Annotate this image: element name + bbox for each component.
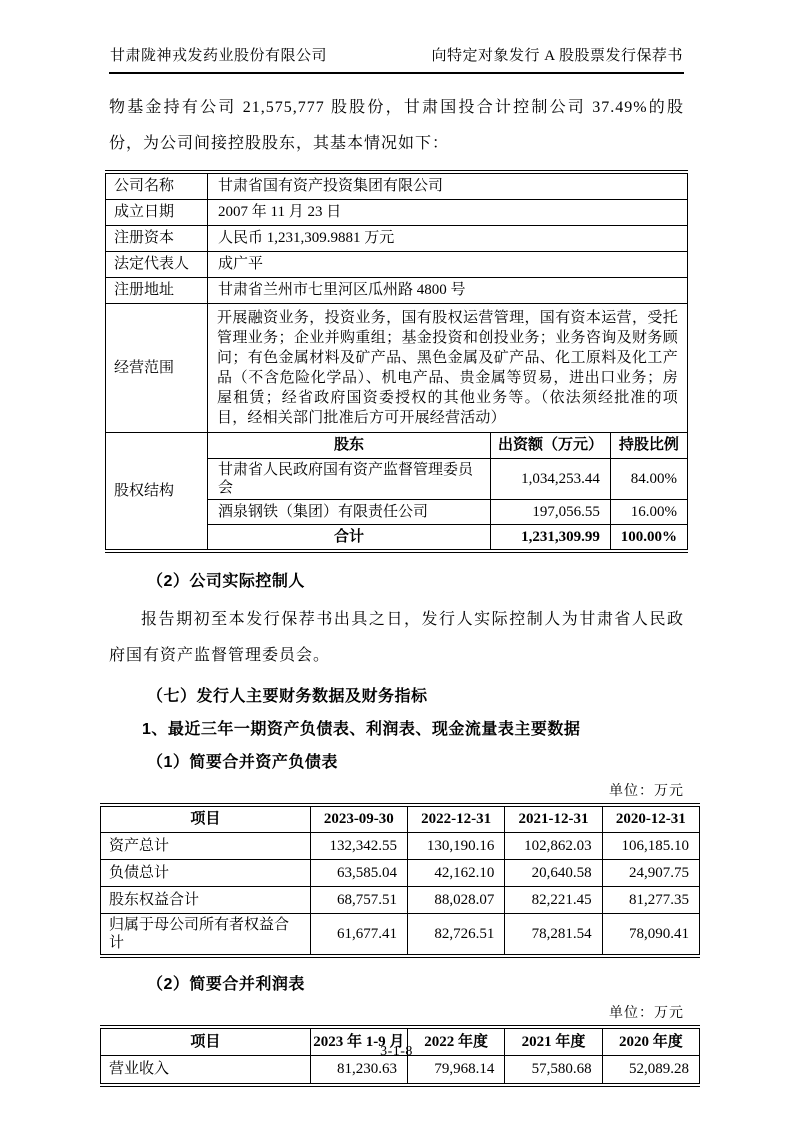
info-label: 注册地址 bbox=[106, 278, 208, 304]
is-col-period: 2021 年度 bbox=[505, 1027, 602, 1056]
bs-value: 81,277.35 bbox=[602, 886, 699, 913]
balance-sheet-row bbox=[101, 859, 700, 886]
bs-item-label: 负债总计 bbox=[101, 859, 311, 886]
bs-col-item: 项目 bbox=[101, 805, 311, 832]
is-value: 57,580.68 bbox=[505, 1056, 602, 1085]
header-company-name: 甘肃陇神戎发药业股份有限公司 bbox=[110, 48, 328, 64]
info-row-equity-structure bbox=[106, 433, 688, 552]
subsection-heading-main-data: 1、最近三年一期资产负债表、利润表、现金流量表主要数据 bbox=[142, 721, 581, 738]
bs-value: 61,677.41 bbox=[310, 913, 407, 956]
info-value: 人民币 1,231,309.9881 万元 bbox=[208, 226, 688, 252]
equity-header-row bbox=[208, 433, 687, 458]
doc-header bbox=[109, 44, 684, 74]
is-item-label: 营业收入 bbox=[101, 1056, 311, 1085]
info-row-legal-representative bbox=[106, 252, 688, 278]
bs-item-label: 股东权益合计 bbox=[101, 886, 311, 913]
info-row-company-name bbox=[106, 172, 688, 200]
shareholder-name: 酒泉钢铁（集团）有限责任公司 bbox=[208, 499, 491, 524]
contribution-amount: 197,056.55 bbox=[491, 499, 611, 524]
equity-col-shareholder: 股东 bbox=[208, 433, 491, 458]
is-col-item: 项目 bbox=[101, 1027, 311, 1056]
is-value: 79,968.14 bbox=[407, 1056, 504, 1085]
equity-col-ratio: 持股比例 bbox=[610, 433, 687, 458]
page-number: 3-1-8 bbox=[380, 1044, 413, 1059]
is-col-period: 2023 年 1-9 月 bbox=[310, 1027, 407, 1056]
bs-item-label: 归属于母公司所有者权益合计 bbox=[101, 913, 311, 956]
bs-value: 24,907.75 bbox=[602, 859, 699, 886]
bs-value: 78,281.54 bbox=[505, 913, 602, 956]
bs-value: 106,185.10 bbox=[602, 832, 699, 859]
bs-value: 102,862.03 bbox=[505, 832, 602, 859]
unit-label-income-statement: 单位：万元 bbox=[609, 1005, 684, 1021]
contribution-amount: 1,034,253.44 bbox=[491, 458, 611, 499]
info-row-registered-capital bbox=[106, 226, 688, 252]
bs-value: 88,028.07 bbox=[407, 886, 504, 913]
info-value-business-scope: 开展融资业务，投资业务，国有股权运营管理，国有资本运营，受托管理业务；企业并购重组；基金投资和创投业务；业务咨询及财务顾问；有色金属材料及矿产品、黑色金属及矿产品、化工原料及化工产品（不含危险化学品）、机电产品、贵金属等贸易，进出口业务；房屋租赁；经省政府国资委授权的其他业务等。（依法须经批准的项目，经相关部门批准后方可开展经营活动） bbox=[208, 304, 688, 433]
equity-structure-table bbox=[208, 433, 687, 549]
is-col-period: 2020 年度 bbox=[602, 1027, 699, 1056]
section-heading-actual-controller: （2）公司实际控制人 bbox=[147, 573, 305, 590]
equity-total-row bbox=[208, 524, 687, 549]
bs-value: 132,342.55 bbox=[310, 832, 407, 859]
bs-value: 82,221.45 bbox=[505, 886, 602, 913]
subsection-heading-balance-sheet: （1）简要合并资产负债表 bbox=[147, 754, 338, 771]
info-value: 甘肃省兰州市七里河区瓜州路 4800 号 bbox=[208, 278, 688, 304]
bs-value: 78,090.41 bbox=[602, 913, 699, 956]
bs-col-date: 2022-12-31 bbox=[407, 805, 504, 832]
info-label: 注册资本 bbox=[106, 226, 208, 252]
info-value: 甘肃省国有资产投资集团有限公司 bbox=[208, 172, 688, 200]
balance-sheet-row bbox=[101, 832, 700, 859]
info-label: 经营范围 bbox=[106, 304, 208, 433]
balance-sheet-table bbox=[100, 803, 700, 958]
balance-sheet-row bbox=[101, 886, 700, 913]
bs-col-date: 2021-12-31 bbox=[505, 805, 602, 832]
equity-total-label: 合计 bbox=[208, 524, 491, 549]
info-value: 2007 年 11 月 23 日 bbox=[208, 200, 688, 226]
equity-total-ratio: 100.00% bbox=[610, 524, 687, 549]
bs-item-label: 资产总计 bbox=[101, 832, 311, 859]
actual-controller-paragraph: 报告期初至本发行保荐书出具之日，发行人实际控制人为甘肃省人民政府国有资产监督管理委员会。 bbox=[109, 611, 684, 664]
bs-value: 82,726.51 bbox=[407, 913, 504, 956]
info-label: 法定代表人 bbox=[106, 252, 208, 278]
info-label: 公司名称 bbox=[106, 172, 208, 200]
bs-col-date: 2020-12-31 bbox=[602, 805, 699, 832]
subsection-heading-income-statement: （2）简要合并利润表 bbox=[147, 975, 305, 993]
info-label: 成立日期 bbox=[106, 200, 208, 226]
equity-row bbox=[208, 458, 687, 499]
shareholding-ratio: 84.00% bbox=[610, 458, 687, 499]
header-doc-title: 向特定对象发行 A 股股票发行保荐书 bbox=[431, 48, 683, 64]
equity-row bbox=[208, 499, 687, 524]
is-col-period: 2022 年度 bbox=[407, 1027, 504, 1056]
bs-value: 68,757.51 bbox=[310, 886, 407, 913]
bs-value: 42,162.10 bbox=[407, 859, 504, 886]
bs-value: 20,640.58 bbox=[505, 859, 602, 886]
bs-value: 130,190.16 bbox=[407, 832, 504, 859]
equity-structure-label: 股权结构 bbox=[106, 433, 208, 552]
info-row-business-scope bbox=[106, 304, 688, 433]
section-heading-financial-data: （七）发行人主要财务数据及财务指标 bbox=[147, 688, 428, 705]
balance-sheet-row bbox=[101, 913, 700, 956]
info-row-registered-address bbox=[106, 278, 688, 304]
equity-col-amount: 出资额（万元） bbox=[491, 433, 611, 458]
equity-total-amount: 1,231,309.99 bbox=[491, 524, 611, 549]
info-value: 成广平 bbox=[208, 252, 688, 278]
is-value: 81,230.63 bbox=[310, 1056, 407, 1085]
info-row-founding-date bbox=[106, 200, 688, 226]
intro-paragraph: 物基金持有公司 21,575,777 股股份，甘肃国投合计控制公司 37.49%的股份，为公司间接控股股东，其基本情况如下： bbox=[109, 99, 684, 152]
is-value: 52,089.28 bbox=[602, 1056, 699, 1085]
unit-label-balance-sheet: 单位：万元 bbox=[609, 784, 684, 799]
company-info-table bbox=[105, 170, 688, 553]
shareholding-ratio: 16.00% bbox=[610, 499, 687, 524]
bs-col-date: 2023-09-30 bbox=[310, 805, 407, 832]
balance-sheet-header-row bbox=[101, 805, 700, 832]
bs-value: 63,585.04 bbox=[310, 859, 407, 886]
shareholder-name: 甘肃省人民政府国有资产监督管理委员会 bbox=[208, 458, 491, 499]
